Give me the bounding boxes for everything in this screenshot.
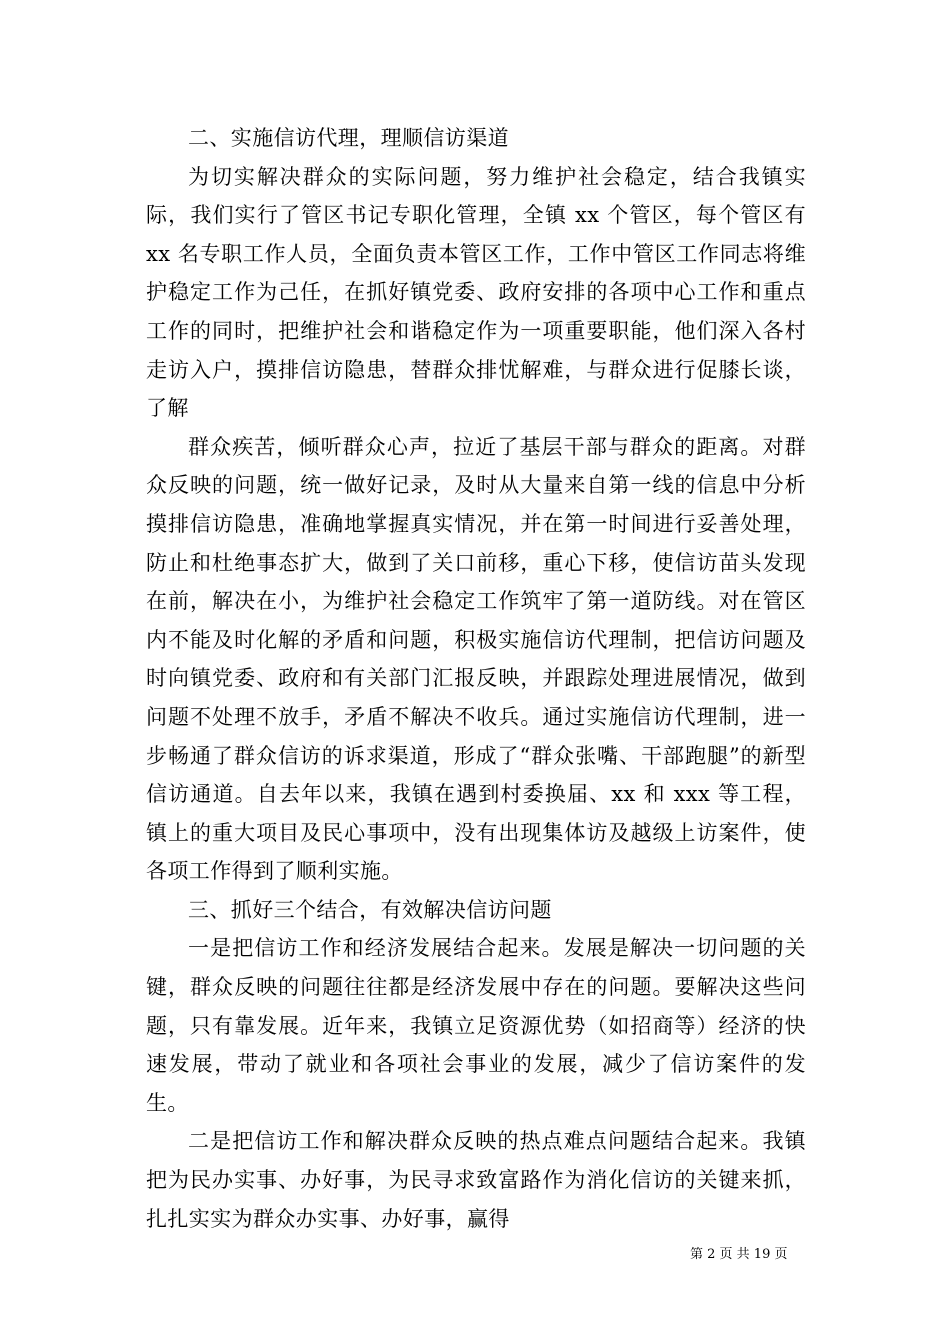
- body-paragraph: 二是把信访工作和解决群众反映的热点难点问题结合起来。我镇把为民办实事、办好事，为民寻求致富路作为消化信访的关键来抓，扎扎实实为群众办实事、办好事，赢得: [146, 1129, 806, 1231]
- body-paragraph: 为切实解决群众的实际问题，努力维护社会稳定，结合我镇实际，我们实行了管区书记专职化管理，全镇 xx 个管区，每个管区有 xx 名专职工作人员，全面负责本管区工作，工作中管区工作同志将维护稳定工作为己任，在抓好镇党委、政府安排的各项中心工作和重点工作的同时，把维护社会和谐稳定作为一项重要职能，他们深入各村走访入户，摸排信访隐患，替群众排忧解难，与群众进行促膝长谈，了解: [146, 164, 806, 421]
- section-heading-3: 三、抓好三个结合，有效解决信访问题: [188, 897, 552, 922]
- document-body: [146, 119, 806, 1238]
- section-heading-2: 二、实施信访代理，理顺信访渠道: [188, 126, 509, 150]
- body-paragraph: 群众疾苦，倾听群众心声，拉近了基层干部与群众的距离。对群众反映的问题，统一做好记录，及时从大量来自第一线的信息中分析摸排信访隐患，准确地掌握真实情况，并在第一时间进行妥善处理，防止和杜绝事态扩大，做到了关口前移，重心下移，使信访苗头发现在前，解决在小，为维护社会稳定工作筑牢了第一道防线。对在管区内不能及时化解的矛盾和问题，积极实施信访代理制，把信访问题及时向镇党委、政府和有关部门汇报反映，并跟踪处理进展情况，做到问题不处理不放手，矛盾不解决不收兵。通过实施信访代理制，进一步畅通了群众信访的诉求渠道，形成了“群众张嘴、干部跑腿”的新型信访通道。自去年以来，我镇在遇到村委换届、xx 和 xxx 等工程，镇上的重大项目及民心事项中，没有出现集体访及越级上访案件，使各项工作得到了顺利实施。: [146, 434, 806, 884]
- page-number-footer: 第 2 页 共 19 页: [690, 1247, 788, 1262]
- body-paragraph: 一是把信访工作和经济发展结合起来。发展是解决一切问题的关键，群众反映的问题往往都是经济发展中存在的问题。要解决这些问题，只有靠发展。近年来，我镇立足资源优势（如招商等）经济的快速发展，带动了就业和各项社会事业的发展，减少了信访案件的发生。: [146, 936, 806, 1115]
